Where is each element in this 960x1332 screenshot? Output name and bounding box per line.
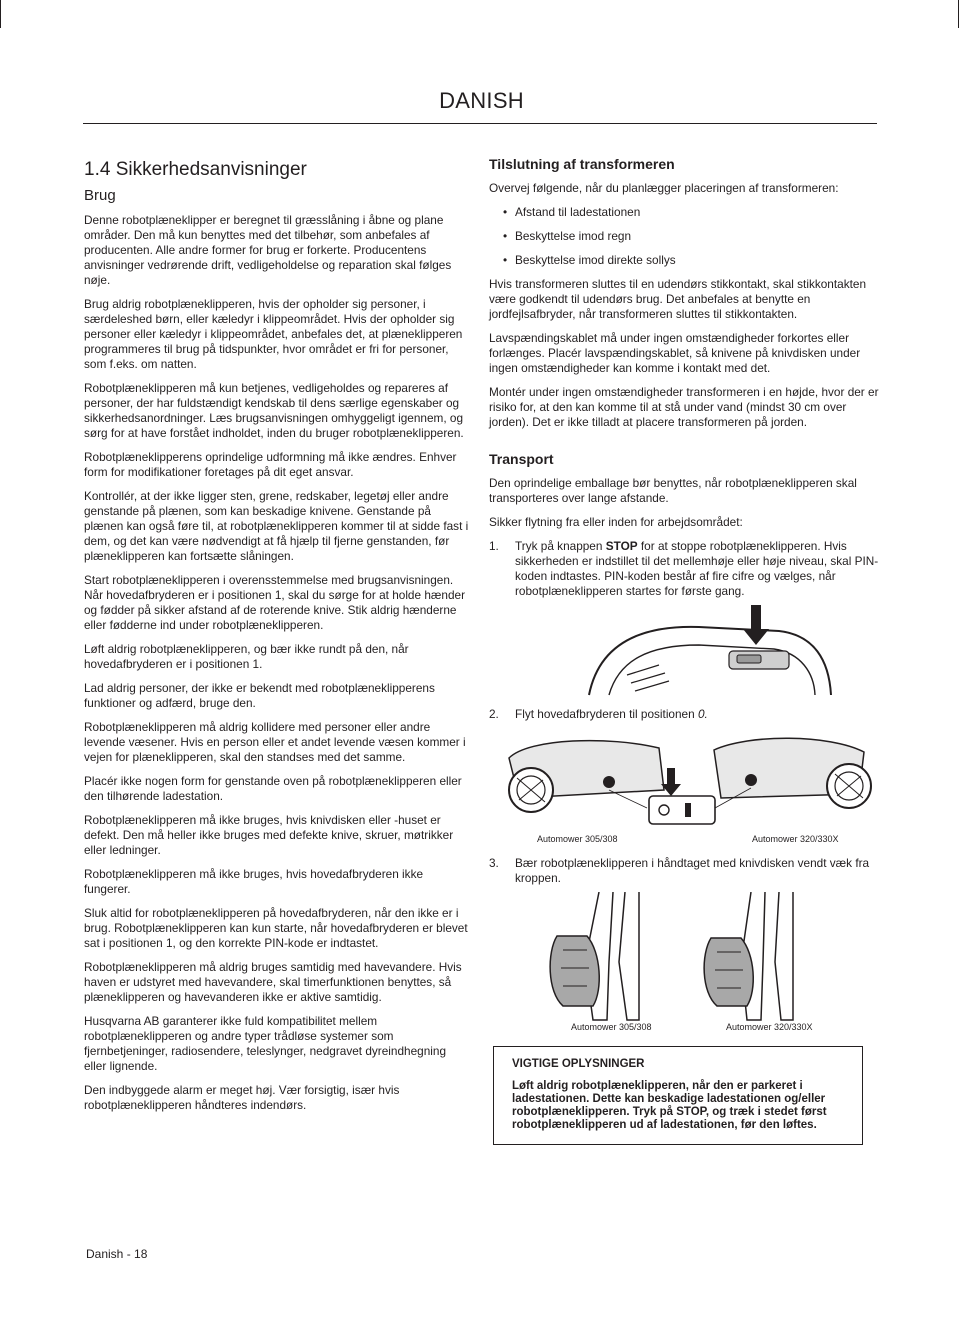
body-paragraph: Løft aldrig robotplæneklipperen, og bær ikke rundt på den, når hovedafbryderen er i positionen 1. bbox=[84, 642, 409, 671]
notice-text: Løft aldrig robotplæneklipperen, når den er parkeret i ladestationen. Dette kan beskadige ladestationen og/eller robotplæneklipperen. Tryk på STOP, og træk i stedet først robotplæneklipperen ud af ladestationen, før den løftes. bbox=[512, 1080, 827, 1131]
notice-title: VIGTIGE OPLYSNINGER bbox=[512, 1058, 645, 1070]
bullet-item: • Beskyttelse imod regn bbox=[489, 229, 879, 244]
carry-mower-illustration bbox=[489, 892, 879, 1032]
stop-button-illustration bbox=[579, 605, 839, 697]
page-footer: Danish - 18 bbox=[86, 1247, 148, 1261]
body-paragraph: Robotplæneklipperens oprindelige udformning må ikke ændres. Enhver form for modifikationer foretages på dit eget ansvar. bbox=[84, 450, 457, 479]
transport-paragraphs bbox=[489, 476, 879, 530]
body-paragraph: Robotplæneklipperen må aldrig bruges samtidig med havevandere. Hvis haven er udstyret med havevandere, skal timerfunktionen benyttes, så plæneklipperen og havevanderen ikke er aktive samtidig. bbox=[84, 960, 462, 1004]
step-text: Flyt hovedafbryderen til positionen bbox=[515, 707, 698, 721]
transformer-intro: Overvej følgende, når du planlægger placeringen af transformeren: bbox=[489, 181, 839, 195]
body-paragraph: Robotplæneklipperen må aldrig kollidere med personer eller andre levende væsener. Hvis en person eller et andet levende væsen kommer i vejen for plæneklipperen, skal den standses med det samme. bbox=[84, 720, 466, 764]
crop-mark bbox=[0, 0, 1, 28]
figure-caption: Automower 320/330X bbox=[726, 1022, 813, 1032]
subsection-title: Brug bbox=[84, 187, 116, 204]
left-column bbox=[84, 155, 469, 1122]
page-header-title: DANISH bbox=[439, 88, 524, 113]
carry-320-drawing bbox=[704, 892, 793, 1020]
figure-caption: Automower 305/308 bbox=[571, 1022, 652, 1032]
body-paragraph: Sikker flytning fra eller inden for arbejdsområdet: bbox=[489, 515, 743, 529]
body-paragraph: Montér under ingen omstændigheder transformeren i en højde, hvor der er risiko for, at den kan komme til at stå under vand (mindst 30 cm over jorden). Det er ikke tilladt at placere transformeren på jorden. bbox=[489, 385, 879, 429]
transport-steps bbox=[489, 539, 879, 599]
step-text: Bær robotplæneklipperen i håndtaget med knivdisken vendt væk fra kroppen. bbox=[515, 856, 870, 885]
figure-caption: Automower 305/308 bbox=[537, 834, 618, 844]
body-paragraph: Denne robotplæneklipper er beregnet til græsslåning i åbne og plane områder. Den må kun benyttes med det tilbehør, som anbefales af producenten. Alle andre former for brug er forkerte. Producentens anvisninger vedrørende drift, vedligeholdelse og reparation skal følges nøje. bbox=[84, 213, 452, 287]
step-number: 1. bbox=[489, 539, 499, 553]
bullet-item: • Afstand til ladestationen bbox=[489, 205, 879, 220]
figure-caption: Automower 320/330X bbox=[752, 834, 839, 844]
important-notice-box bbox=[493, 1046, 863, 1145]
crop-mark bbox=[958, 0, 959, 28]
header-rule bbox=[83, 123, 877, 124]
mower-305-drawing bbox=[509, 741, 664, 812]
body-paragraph: Start robotplæneklipperen i overensstemmelse med brugsanvisningen. Når hovedafbryderen er i positionen 1, skal du sørge for at holde hænder og fødder på sikker afstand af de roterende knive. Stik aldrig hænderne eller fødderne ind under robotplæneklipperen. bbox=[84, 573, 465, 632]
body-paragraph: Husqvarna AB garanterer ikke fuld kompatibilitet mellem robotplæneklipperen og andre typer trådløse systemer som fjernbetjeninger, radiosendere, teleslynger, nedgravet dyreindhegning eller lignende. bbox=[84, 1014, 447, 1073]
body-paragraph: Lad aldrig personer, der ikke er bekendt med robotplæneklipperens funktioner og adfærd, bruge den. bbox=[84, 681, 435, 710]
body-paragraph: Robotplæneklipperen må ikke bruges, hvis knivdisken eller -huset er defekt. Den må heller ikke bruges med defekte knive, skruer, møtrikker eller ledninger. bbox=[84, 813, 454, 857]
step-number: 3. bbox=[489, 856, 499, 870]
body-paragraph: Sluk altid for robotplæneklipperen på hovedafbryderen, når den ikke er i brug. Robotplæneklipperen kan kun starte, når hovedafbryderen er blevet sat i positionen 1, og den korrekte PIN-kode er indtastet. bbox=[84, 906, 468, 950]
transport-steps-2 bbox=[489, 707, 879, 722]
body-paragraph: Brug aldrig robotplæneklipperen, hvis der opholder sig personer, i særdeleshed børn, eller kæledyr i klippeområdet. Hvis der opholder sig personer eller kæledyr i klippeområdet, anbefales det, at plæneklipperen programmeres til brug på tidspunkter, hvor området er fri for personer, som f.eks. om natten. bbox=[84, 297, 463, 371]
step-2 bbox=[489, 707, 879, 722]
position-value: 0. bbox=[697, 707, 708, 721]
transport-title: Transport bbox=[489, 451, 554, 467]
right-column bbox=[489, 155, 879, 1145]
body-paragraph: Den oprindelige emballage bør benyttes, når robotplæneklipperen skal transporteres over lange afstande. bbox=[489, 476, 857, 505]
main-switch-illustration bbox=[489, 728, 879, 846]
transformer-paragraphs bbox=[489, 277, 879, 430]
stop-label: STOP bbox=[605, 539, 638, 553]
left-paragraphs bbox=[84, 213, 469, 1113]
transport-steps-3 bbox=[489, 856, 879, 886]
section-title: 1.4 Sikkerhedsanvisninger bbox=[84, 159, 307, 180]
step-text: Tryk på knappen bbox=[515, 539, 606, 553]
step-number: 2. bbox=[489, 707, 499, 721]
body-paragraph: Robotplæneklipperen må ikke bruges, hvis hovedafbryderen ikke fungerer. bbox=[84, 867, 424, 896]
body-paragraph: Hvis transformeren sluttes til en udendørs stikkontakt, skal stikkontakten være godkendt til udendørs brug. Det anbefales at benytte en jordfejlsafbryder, når transformeren sluttes til stikkontakten. bbox=[489, 277, 866, 321]
step-1 bbox=[489, 539, 879, 599]
body-paragraph: Robotplæneklipperen må kun betjenes, vedligeholdes og repareres af personer, der har fuldstændigt kendskab til dens særlige egenskaber og sikkerhedsanordninger. Læs brugsanvisningen omhyggeligt igennem, og sørg for at have forstået indholdet, inden du bruger robotplæneklipperen. bbox=[84, 381, 464, 440]
bullet-item: • Beskyttelse imod direkte sollys bbox=[489, 253, 879, 268]
transformer-bullets bbox=[489, 205, 879, 268]
step-text: for at stoppe robotplæneklipperen. Hvis sikkerheden er indstillet til det mellemhøje eller høje niveau, skal PIN-koden indtastes. PIN-koden består af fire cifre og vælges, når robotplæneklipperen startes for første gang. bbox=[515, 539, 879, 598]
step-3 bbox=[489, 856, 879, 886]
body-paragraph: Placér ikke nogen form for genstande oven på robotplæneklipperen eller den tilhørende ladestation. bbox=[84, 774, 462, 803]
body-paragraph: Den indbyggede alarm er meget høj. Vær forsigtig, især hvis robotplæneklipperen håndteres indendørs. bbox=[84, 1083, 400, 1112]
body-paragraph: Lavspændingskablet må under ingen omstændigheder forkortes eller forlænges. Placér lavspændingskablet, så knivene på knivdisken under ingen omstændigheder kan komme i kontakt med det. bbox=[489, 331, 861, 375]
carry-305-drawing bbox=[550, 892, 639, 1020]
body-paragraph: Kontrollér, at der ikke ligger sten, grene, redskaber, legetøj eller andre genstande på plænen, som kan beskadige knivene. Genstande på plænen kan også føre til, at robotplæneklipperen kommer til at sidde fast i dem, og det kan være nødvendigt at få hjælp til fjerne genstanden, før plæneklipperen kan fortsætte slåningen. bbox=[84, 489, 469, 563]
mower-320-drawing bbox=[714, 738, 871, 808]
transformer-title: Tilslutning af transformeren bbox=[489, 156, 675, 172]
